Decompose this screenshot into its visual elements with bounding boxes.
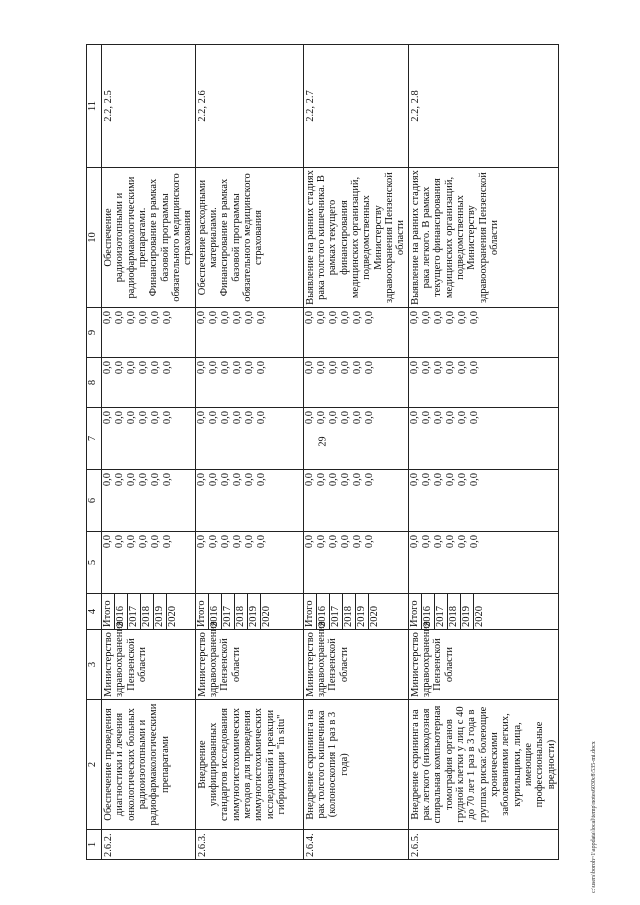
funding-value: 0,0 — [303, 535, 315, 549]
funding-value: 0,0 — [456, 535, 468, 549]
funding-value: 0,0 — [432, 311, 444, 325]
year-label: 2016 — [317, 594, 330, 629]
funding-value: 0,0 — [102, 311, 113, 325]
year-label: 2018 — [448, 594, 461, 629]
funding-value: 0,0 — [255, 361, 267, 375]
result-cell: Выявление на ранних стадиях рака легкого. В рамках текущего финансирования медицинских организаций, подведомственных Министерству здравоохранения Пензенской области — [408, 168, 558, 308]
funding-value: 0,0 — [126, 411, 137, 425]
funding-value: 0,0 — [420, 411, 432, 425]
funding-values-cell — [303, 308, 408, 358]
funding-value: 0,0 — [351, 411, 363, 425]
funding-values-cell — [102, 308, 196, 358]
funding-value: 0,0 — [327, 311, 339, 325]
funding-value: 0,0 — [219, 535, 231, 549]
funding-values-cell — [102, 532, 196, 594]
funding-value: 0,0 — [102, 411, 113, 425]
col-header-4: 4 — [87, 594, 102, 630]
table-row — [408, 45, 558, 860]
funding-value: 0,0 — [150, 361, 161, 375]
funding-value: 0,0 — [303, 311, 315, 325]
years-cell — [102, 594, 196, 630]
col-header-5: 5 — [87, 532, 102, 594]
funding-value: 0,0 — [102, 361, 113, 375]
funding-value: 0,0 — [150, 473, 161, 487]
funding-value: 0,0 — [315, 311, 327, 325]
funding-value: 0,0 — [351, 473, 363, 487]
funding-value: 0,0 — [339, 411, 351, 425]
measure-cell: Внедрение скрининга на рак толстого кишечника (колоноскопия 1 раз в 3 года) — [303, 700, 408, 830]
funding-value: 0,0 — [444, 311, 456, 325]
funding-value: 0,0 — [114, 361, 125, 375]
funding-value: 0,0 — [231, 411, 243, 425]
col-header-3: 3 — [87, 630, 102, 700]
funding-value: 0,0 — [408, 361, 420, 375]
year-label: 2016 — [115, 594, 128, 629]
funding-value: 0,0 — [138, 535, 149, 549]
funding-value: 0,0 — [162, 311, 173, 325]
funding-value: 0,0 — [207, 361, 219, 375]
year-label: 2016 — [209, 594, 222, 629]
executor-cell: Министерство здравоохранения Пензенской области — [195, 630, 303, 700]
page-number: 29 — [317, 436, 329, 447]
year-label: Итого — [304, 594, 317, 629]
funding-value: 0,0 — [327, 361, 339, 375]
funding-value: 0,0 — [150, 535, 161, 549]
funding-value: 0,0 — [243, 535, 255, 549]
funding-values-cell — [303, 358, 408, 408]
row-number-cell: 2.6.3. — [195, 830, 303, 860]
funding-value: 0,0 — [327, 411, 339, 425]
funding-value: 0,0 — [162, 535, 173, 549]
funding-value: 0,0 — [126, 473, 137, 487]
result-cell: Обеспечение расходными материалами. Финансирование в рамках базовой программы обязательного медицинского страхования — [195, 168, 303, 308]
year-label: 2017 — [435, 594, 448, 629]
years-cell — [408, 594, 558, 630]
measure-cell: Обеспечение проведения диагностики и лечения онкологических больных радиоизотопными и радиофармакологическими препаратами — [102, 700, 196, 830]
funding-value: 0,0 — [162, 361, 173, 375]
funding-value: 0,0 — [339, 473, 351, 487]
funding-values-cell — [195, 408, 303, 470]
rotated-table-container — [86, 45, 591, 860]
funding-value: 0,0 — [444, 535, 456, 549]
funding-value: 0,0 — [195, 535, 207, 549]
year-label: 2018 — [235, 594, 248, 629]
funding-values-cell — [408, 408, 558, 470]
funding-value: 0,0 — [339, 535, 351, 549]
row-number-cell: 2.6.5. — [408, 830, 558, 860]
funding-value: 0,0 — [303, 361, 315, 375]
year-label: 2017 — [330, 594, 343, 629]
year-label: 2018 — [141, 594, 154, 629]
funding-value: 0,0 — [195, 473, 207, 487]
year-label: 2017 — [128, 594, 141, 629]
years-cell — [195, 594, 303, 630]
funding-value: 0,0 — [195, 311, 207, 325]
funding-value: 0,0 — [255, 311, 267, 325]
year-label: Итого — [409, 594, 422, 629]
funding-value: 0,0 — [339, 361, 351, 375]
funding-value: 0,0 — [315, 411, 327, 425]
col-header-6: 6 — [87, 470, 102, 532]
funding-value: 0,0 — [195, 411, 207, 425]
year-label: 2019 — [356, 594, 369, 629]
funding-value: 0,0 — [243, 411, 255, 425]
funding-value: 0,0 — [432, 411, 444, 425]
funding-value: 0,0 — [303, 411, 315, 425]
funding-value: 0,0 — [126, 535, 137, 549]
funding-value: 0,0 — [219, 361, 231, 375]
table-body — [102, 45, 559, 860]
funding-value: 0,0 — [363, 361, 375, 375]
row-number-cell: 2.6.2. — [102, 830, 196, 860]
funding-value: 0,0 — [363, 473, 375, 487]
result-cell: Выявление на ранних стадиях рака толстого кишечника. В рамках текущего финансирования медицинских организаций, подведомственных Министерству здравоохранения Пензенской области — [303, 168, 408, 308]
funding-value: 0,0 — [468, 473, 480, 487]
funding-value: 0,0 — [255, 473, 267, 487]
measure-cell: Внедрение скрининга на рак легкого (низкодозная спиральная компьютерная томография органов грудной клетки у лиц с 40 до 70 лет 1 раз в 3 года в группах риска: болеющие хроническими заболеваниями легких, курильщики, лица, имеющие профессиональные вредности) — [408, 700, 558, 830]
table-row — [303, 45, 408, 860]
funding-value: 0,0 — [255, 411, 267, 425]
funding-value: 0,0 — [219, 311, 231, 325]
funding-value: 0,0 — [126, 361, 137, 375]
year-label: Итого — [196, 594, 209, 629]
table-row — [195, 45, 303, 860]
year-label: Итого — [102, 594, 115, 629]
funding-value: 0,0 — [432, 535, 444, 549]
col-header-2: 2 — [87, 700, 102, 830]
funding-value: 0,0 — [444, 361, 456, 375]
funding-value: 0,0 — [363, 535, 375, 549]
col-header-7: 7 — [87, 408, 102, 470]
year-label: 2019 — [154, 594, 167, 629]
funding-value: 0,0 — [468, 411, 480, 425]
reference-cell: 2.2, 2.8 — [408, 45, 558, 168]
col-header-11: 11 — [87, 45, 102, 168]
funding-value: 0,0 — [444, 411, 456, 425]
funding-values-cell — [195, 470, 303, 532]
year-label: 2020 — [260, 606, 272, 627]
funding-value: 0,0 — [207, 311, 219, 325]
funding-value: 0,0 — [468, 361, 480, 375]
funding-value: 0,0 — [408, 535, 420, 549]
funding-value: 0,0 — [351, 535, 363, 549]
col-header-9: 9 — [87, 308, 102, 358]
col-header-10: 10 — [87, 168, 102, 308]
executor-cell: Министерство здравоохранения Пензенской области — [303, 630, 408, 700]
executor-cell: Министерство здравоохранения Пензенской области — [408, 630, 558, 700]
row-number-cell: 2.6.4. — [303, 830, 408, 860]
funding-value: 0,0 — [456, 311, 468, 325]
year-label: 2020 — [368, 606, 380, 627]
year-label: 2020 — [473, 606, 485, 627]
funding-value: 0,0 — [468, 311, 480, 325]
footer-file-path: c:\users\boroh~1\appdata\local\temp\notes6030c8\535-mi.docx — [591, 741, 597, 893]
funding-value: 0,0 — [315, 361, 327, 375]
funding-value: 0,0 — [114, 473, 125, 487]
funding-value: 0,0 — [363, 411, 375, 425]
funding-values-cell — [102, 358, 196, 408]
funding-values-cell — [195, 308, 303, 358]
funding-value: 0,0 — [114, 411, 125, 425]
funding-value: 0,0 — [243, 361, 255, 375]
funding-values-cell — [408, 470, 558, 532]
years-cell — [303, 594, 408, 630]
funding-value: 0,0 — [162, 411, 173, 425]
funding-value: 0,0 — [219, 473, 231, 487]
funding-value: 0,0 — [207, 535, 219, 549]
funding-value: 0,0 — [231, 311, 243, 325]
funding-value: 0,0 — [138, 311, 149, 325]
col-header-8: 8 — [87, 358, 102, 408]
funding-value: 0,0 — [138, 361, 149, 375]
funding-value: 0,0 — [327, 535, 339, 549]
funding-value: 0,0 — [138, 411, 149, 425]
funding-value: 0,0 — [231, 361, 243, 375]
reference-cell: 2.2, 2.7 — [303, 45, 408, 168]
funding-value: 0,0 — [150, 411, 161, 425]
measure-cell: Внедрение унифицированных стандартов исследования иммуногистохимических методов для проведения иммуногистохимических исследований и реакции гибридизации "in situ" — [195, 700, 303, 830]
funding-value: 0,0 — [408, 473, 420, 487]
funding-values-cell — [303, 408, 408, 470]
table-row — [102, 45, 196, 860]
funding-value: 0,0 — [408, 311, 420, 325]
result-cell: Обеспечение радиоизотопными и радиофармакологическими препаратами. Финансирование в рамках базовой программы обязательного медицинского страхования — [102, 168, 196, 308]
year-label: 2020 — [167, 606, 178, 627]
funding-values-cell — [408, 358, 558, 408]
funding-value: 0,0 — [231, 535, 243, 549]
funding-value: 0,0 — [195, 361, 207, 375]
program-measures-table — [86, 44, 559, 860]
year-label: 2019 — [248, 594, 261, 629]
funding-values-cell — [408, 532, 558, 594]
col-header-1: 1 — [87, 830, 102, 860]
funding-value: 0,0 — [456, 411, 468, 425]
funding-values-cell — [195, 532, 303, 594]
year-label: 2017 — [222, 594, 235, 629]
funding-value: 0,0 — [315, 473, 327, 487]
funding-value: 0,0 — [456, 473, 468, 487]
funding-value: 0,0 — [327, 473, 339, 487]
funding-values-cell — [303, 532, 408, 594]
reference-cell: 2.2, 2.6 — [195, 45, 303, 168]
funding-value: 0,0 — [420, 311, 432, 325]
funding-value: 0,0 — [339, 311, 351, 325]
funding-value: 0,0 — [243, 311, 255, 325]
funding-value: 0,0 — [303, 473, 315, 487]
header-row — [87, 45, 102, 860]
funding-values-cell — [303, 470, 408, 532]
funding-value: 0,0 — [408, 411, 420, 425]
funding-value: 0,0 — [231, 473, 243, 487]
year-label: 2016 — [422, 594, 435, 629]
funding-value: 0,0 — [219, 411, 231, 425]
year-label: 2019 — [461, 594, 474, 629]
funding-value: 0,0 — [351, 311, 363, 325]
funding-value: 0,0 — [351, 361, 363, 375]
funding-value: 0,0 — [468, 535, 480, 549]
funding-value: 0,0 — [456, 361, 468, 375]
funding-value: 0,0 — [432, 473, 444, 487]
funding-value: 0,0 — [243, 473, 255, 487]
funding-value: 0,0 — [126, 311, 137, 325]
funding-values-cell — [102, 408, 196, 470]
funding-value: 0,0 — [102, 473, 113, 487]
reference-cell: 2.2, 2.5 — [102, 45, 196, 168]
funding-value: 0,0 — [138, 473, 149, 487]
funding-value: 0,0 — [114, 535, 125, 549]
year-label: 2018 — [343, 594, 356, 629]
funding-value: 0,0 — [114, 311, 125, 325]
funding-value: 0,0 — [207, 411, 219, 425]
funding-value: 0,0 — [432, 361, 444, 375]
funding-value: 0,0 — [420, 535, 432, 549]
funding-value: 0,0 — [363, 311, 375, 325]
funding-value: 0,0 — [420, 361, 432, 375]
funding-value: 0,0 — [444, 473, 456, 487]
funding-value: 0,0 — [102, 535, 113, 549]
executor-cell: Министерство здравоохранения Пензенской области — [102, 630, 196, 700]
funding-value: 0,0 — [255, 535, 267, 549]
funding-value: 0,0 — [207, 473, 219, 487]
funding-value: 0,0 — [162, 473, 173, 487]
funding-values-cell — [102, 470, 196, 532]
funding-value: 0,0 — [315, 535, 327, 549]
funding-values-cell — [408, 308, 558, 358]
funding-values-cell — [195, 358, 303, 408]
funding-value: 0,0 — [150, 311, 161, 325]
funding-value: 0,0 — [420, 473, 432, 487]
